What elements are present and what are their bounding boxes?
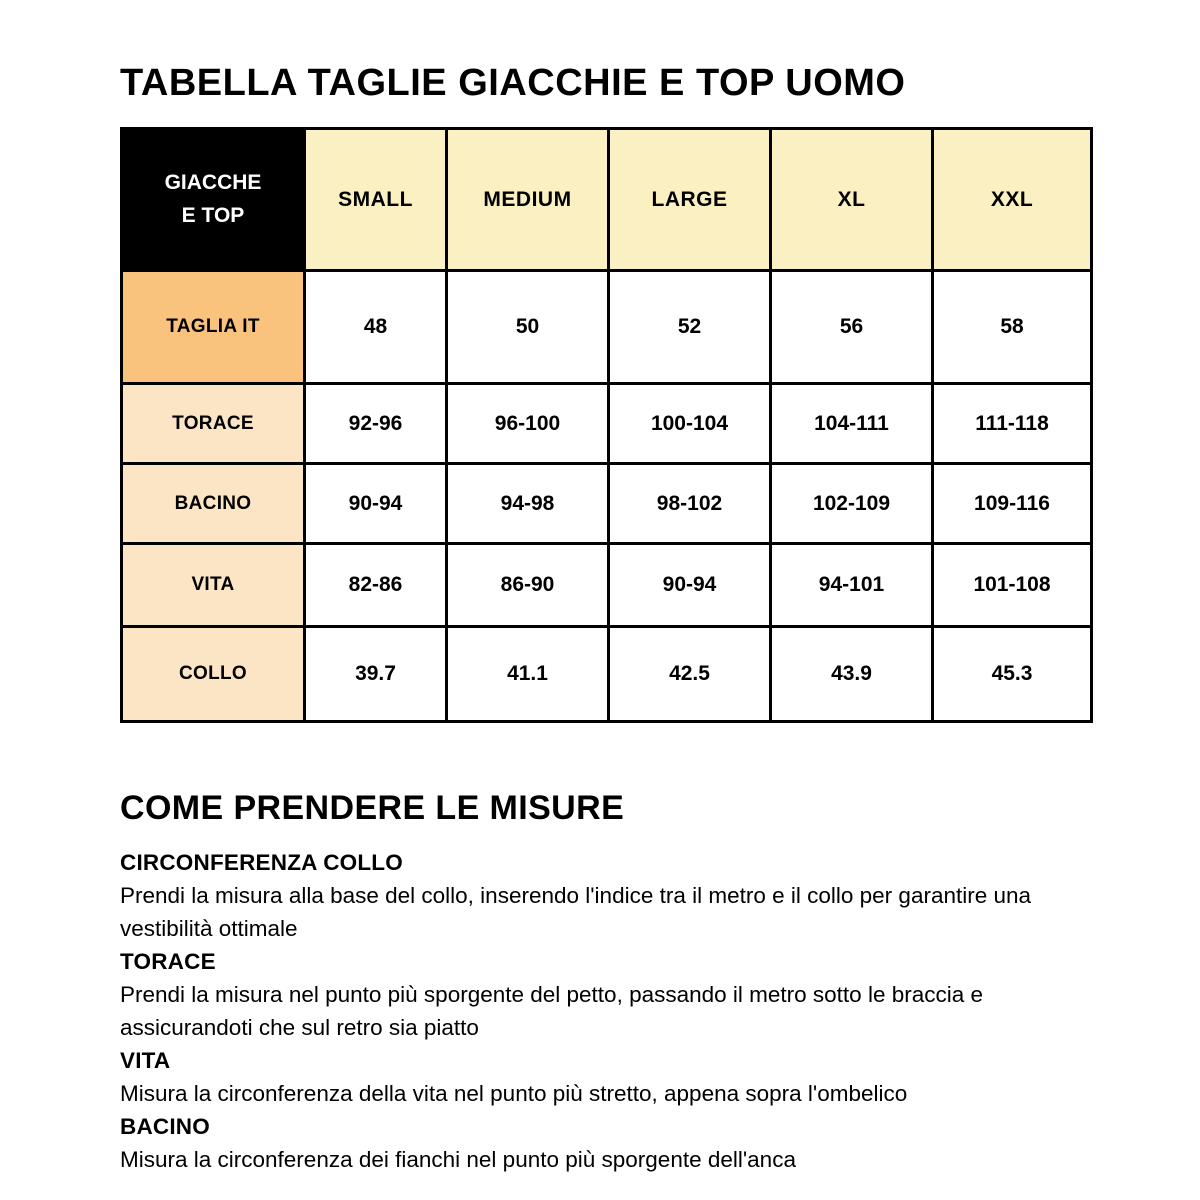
guide-heading-circonferenza-collo: CIRCONFERENZA COLLO xyxy=(120,850,403,875)
column-header-xxl: XXL xyxy=(933,129,1092,271)
table-header-row xyxy=(122,129,1092,271)
row-label-vita: VITA xyxy=(122,544,305,627)
column-header-medium: MEDIUM xyxy=(447,129,609,271)
vita-xxl: 101-108 xyxy=(933,544,1092,627)
guide-text-vita: Misura la circonferenza della vita nel punto più stretto, appena sopra l'ombelico xyxy=(120,1081,908,1106)
guide-text-torace: Prendi la misura nel punto più sporgente del petto, passando il metro sotto le braccia e assicurandoti che sul retro sia piatto xyxy=(120,982,984,1040)
taglia-it-large: 52 xyxy=(609,271,771,384)
row-label-torace: TORACE xyxy=(122,384,305,464)
table-row-collo xyxy=(122,627,1092,722)
corner-label-line1: GIACCHE xyxy=(164,170,262,194)
measure-guide-title: COME PRENDERE LE MISURE xyxy=(120,789,625,827)
taglia-it-xxl: 58 xyxy=(933,271,1092,384)
guide-heading-torace: TORACE xyxy=(120,949,216,974)
torace-xl: 104-111 xyxy=(771,384,933,464)
bacino-xl: 102-109 xyxy=(771,464,933,544)
table-row-bacino xyxy=(122,464,1092,544)
collo-medium: 41.1 xyxy=(447,627,609,722)
torace-medium: 96-100 xyxy=(447,384,609,464)
guide-text-circonferenza-collo: Prendi la misura alla base del collo, inserendo l'indice tra il metro e il collo per garantire una vestibilità ottimale xyxy=(120,883,1032,941)
vita-large: 90-94 xyxy=(609,544,771,627)
torace-large: 100-104 xyxy=(609,384,771,464)
torace-xxl: 111-118 xyxy=(933,384,1092,464)
column-header-large: LARGE xyxy=(609,129,771,271)
guide-heading-vita: VITA xyxy=(120,1048,171,1073)
bacino-small: 90-94 xyxy=(305,464,447,544)
row-label-bacino: BACINO xyxy=(122,464,305,544)
table-row-vita xyxy=(122,544,1092,627)
measure-guide xyxy=(120,846,1110,1176)
page-title: TABELLA TAGLIE GIACCHIE E TOP UOMO xyxy=(120,62,906,104)
taglia-it-small: 48 xyxy=(305,271,447,384)
bacino-medium: 94-98 xyxy=(447,464,609,544)
taglia-it-xl: 56 xyxy=(771,271,933,384)
column-header-small: SMALL xyxy=(305,129,447,271)
vita-xl: 94-101 xyxy=(771,544,933,627)
guide-heading-bacino: BACINO xyxy=(120,1114,210,1139)
bacino-large: 98-102 xyxy=(609,464,771,544)
collo-large: 42.5 xyxy=(609,627,771,722)
guide-text-bacino: Misura la circonferenza dei fianchi nel punto più sporgente dell'anca xyxy=(120,1147,796,1172)
table-row-taglia-it xyxy=(122,271,1092,384)
table-row-torace xyxy=(122,384,1092,464)
vita-medium: 86-90 xyxy=(447,544,609,627)
vita-small: 82-86 xyxy=(305,544,447,627)
row-label-taglia-it: TAGLIA IT xyxy=(122,271,305,384)
size-table xyxy=(120,127,1093,723)
corner-label-line2: E TOP xyxy=(181,203,245,227)
collo-small: 39.7 xyxy=(305,627,447,722)
torace-small: 92-96 xyxy=(305,384,447,464)
column-header-xl: XL xyxy=(771,129,933,271)
bacino-xxl: 109-116 xyxy=(933,464,1092,544)
collo-xl: 43.9 xyxy=(771,627,933,722)
table-corner-label xyxy=(122,129,305,271)
row-label-collo: COLLO xyxy=(122,627,305,722)
taglia-it-medium: 50 xyxy=(447,271,609,384)
collo-xxl: 45.3 xyxy=(933,627,1092,722)
